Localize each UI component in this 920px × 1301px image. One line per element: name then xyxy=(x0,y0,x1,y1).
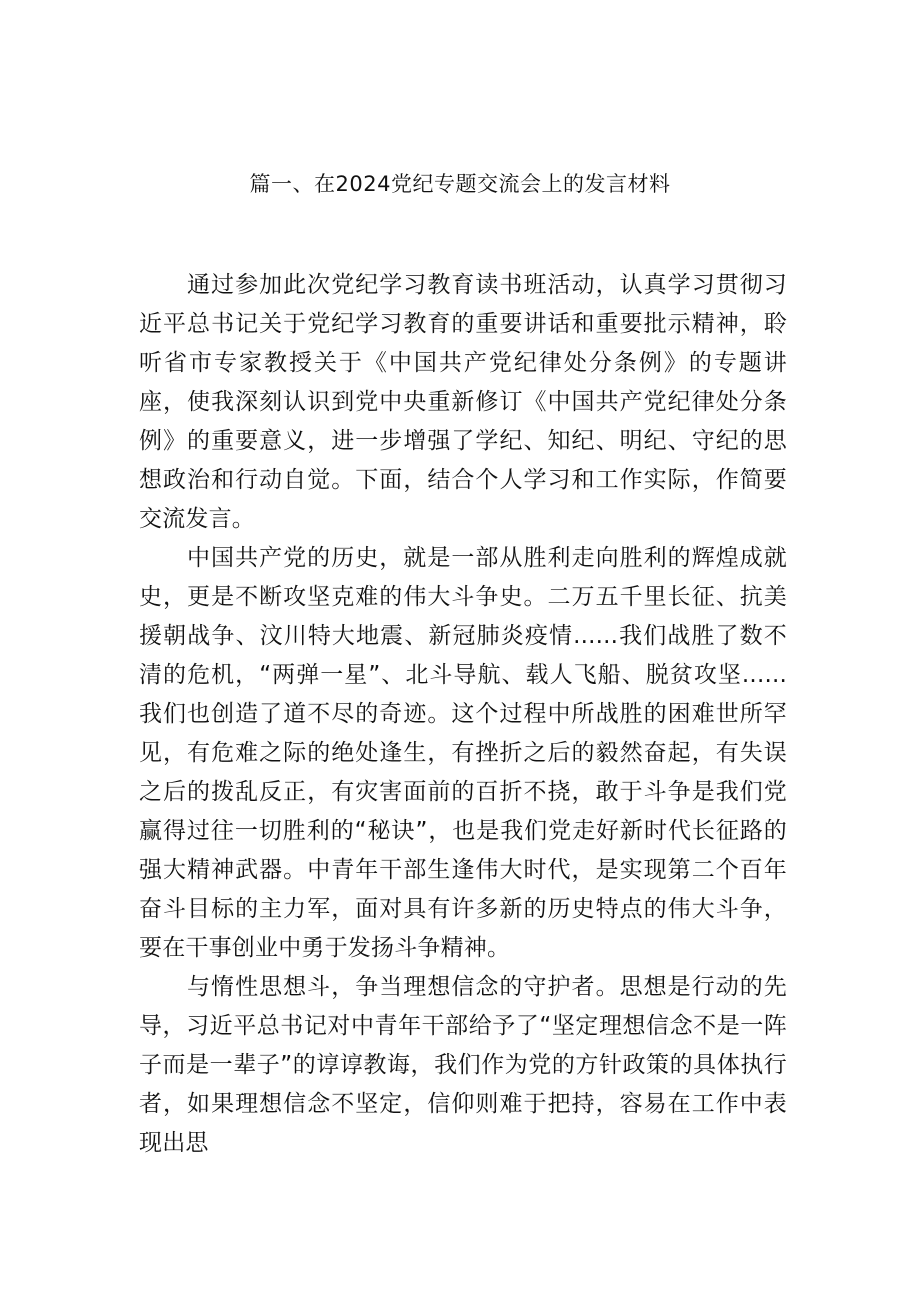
document-title: 篇一、在2024党纪专题交流会上的发言材料 xyxy=(249,172,671,196)
document-body xyxy=(139,266,787,1163)
paragraph-ideals: 与惰性思想斗，争当理想信念的守护者。思想是行动的先导，习近平总书记对中青年干部给予了“坚定理想信念不是一阵子而是一辈子”的谆谆教诲，我们作为党的方针政策的具体执行者，如果理想信念不坚定，信仰则难于把持，容易在工作中表现出思 xyxy=(139,974,787,1156)
paragraph-intro: 通过参加此次党纪学习教育读书班活动，认真学习贯彻习近平总书记关于党纪学习教育的重要讲话和重要批示精神，聆听省市专家教授关于《中国共产党纪律处分条例》的专题讲座，使我深刻认识到党中央重新修订《中国共产党纪律处分条例》的重要意义，进一步增强了学纪、知纪、明纪、守纪的思想政治和行动自觉。下面，结合个人学习和工作实际，作简要交流发言。 xyxy=(139,272,787,532)
paragraph-history: 中国共产党的历史，就是一部从胜利走向胜利的辉煌成就史，更是不断攻坚克难的伟大斗争史。二万五千里长征、抗美援朝战争、汶川特大地震、新冠肺炎疫情......我们战胜了数不清的危机，“两弹一星”、北斗导航、载人飞船、脱贫攻坚......我们也创造了道不尽的奇迹。这个过程中所战胜的困难世所罕见，有危难之际的绝处逢生，有挫折之后的毅然奋起，有失误之后的拨乱反正，有灾害面前的百折不挠，敢于斗争是我们党赢得过往一切胜利的“秘诀”，也是我们党走好新时代长征路的强大精神武器。中青年干部生逢伟大时代，是实现第二个百年奋斗目标的主力军，面对具有许多新的历史特点的伟大斗争，要在干事创业中勇于发扬斗争精神。 xyxy=(139,545,787,961)
